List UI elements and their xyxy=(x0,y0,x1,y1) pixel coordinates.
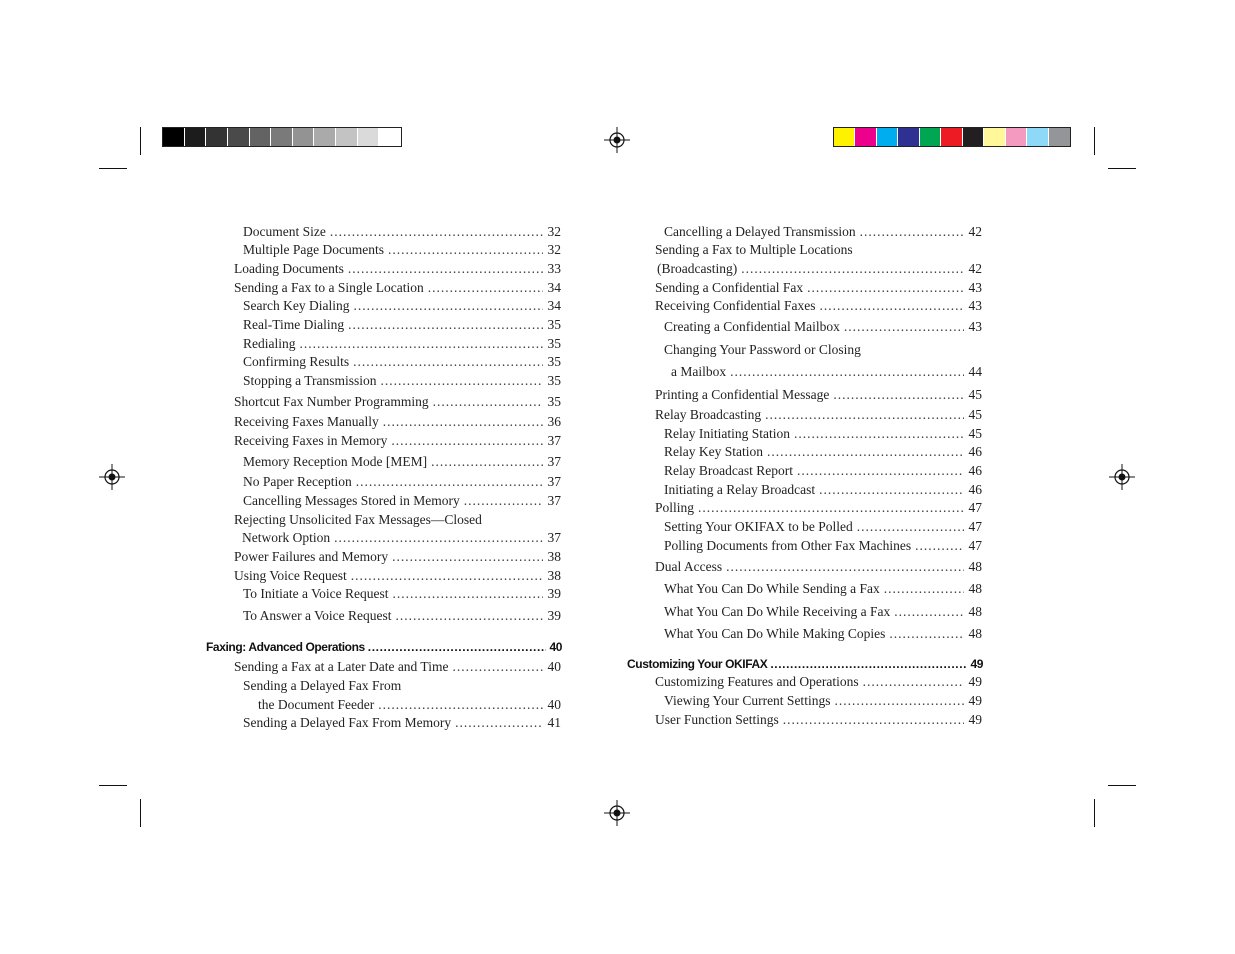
toc-entry[interactable] xyxy=(243,454,561,470)
toc-page-number: 40 xyxy=(547,659,561,674)
toc-entry[interactable] xyxy=(655,559,982,575)
process-color-bar xyxy=(833,127,1071,147)
registration-mark-bottom-icon xyxy=(604,800,630,826)
toc-entry-title: Relay Key Station xyxy=(664,444,763,459)
toc-entry[interactable] xyxy=(243,298,561,314)
toc-entry-title: the Document Feeder xyxy=(258,697,375,712)
toc-entry-title: Setting Your OKIFAX to be Polled xyxy=(664,519,853,534)
toc-entry-title: Sending a Fax to a Single Location xyxy=(234,280,424,295)
color-swatch xyxy=(834,128,855,146)
toc-entry[interactable] xyxy=(655,298,982,314)
toc-leader xyxy=(884,581,964,597)
toc-leader xyxy=(392,549,543,565)
toc-entry-title: Initiating a Relay Broadcast xyxy=(664,482,816,497)
toc-entry[interactable] xyxy=(243,715,561,731)
toc-entry-title: Receiving Faxes Manually xyxy=(234,414,379,429)
toc-entry-title: Confirming Results xyxy=(243,354,350,369)
toc-entry-title: Cancelling a Delayed Transmission xyxy=(664,224,856,239)
color-swatch xyxy=(228,128,250,146)
toc-leader xyxy=(860,224,964,240)
toc-leader xyxy=(455,715,543,731)
toc-leader xyxy=(351,568,543,584)
toc-entry-title: Document Size xyxy=(243,224,326,239)
toc-page-number: 48 xyxy=(968,626,982,641)
toc-leader xyxy=(381,373,543,389)
toc-page-number: 46 xyxy=(968,463,982,478)
toc-page-number: 35 xyxy=(547,317,561,332)
toc-page-number: 39 xyxy=(547,608,561,623)
toc-page-number: 48 xyxy=(968,604,982,619)
toc-section-title: Faxing: Advanced Operations xyxy=(206,640,365,654)
toc-entry[interactable] xyxy=(664,538,982,554)
toc-entry-title: Shortcut Fax Number Programming xyxy=(234,394,429,409)
toc-entry[interactable] xyxy=(234,261,561,277)
toc-page-number: 34 xyxy=(547,280,561,295)
toc-page-number: 37 xyxy=(547,530,561,545)
toc-leader xyxy=(300,336,544,352)
toc-page-number: 37 xyxy=(547,433,561,448)
toc-page-number: 40 xyxy=(549,640,562,654)
color-swatch xyxy=(877,128,898,146)
toc-entry[interactable] xyxy=(664,426,982,442)
toc-entry[interactable] xyxy=(664,482,982,498)
toc-leader xyxy=(770,656,967,672)
toc-entry[interactable] xyxy=(234,433,561,449)
toc-page-number: 38 xyxy=(547,549,561,564)
toc-leader xyxy=(368,639,547,655)
toc-page-number: 49 xyxy=(970,657,983,671)
toc-leader xyxy=(433,394,543,410)
color-swatch xyxy=(855,128,876,146)
toc-page-number: 45 xyxy=(968,407,982,422)
toc-leader xyxy=(698,500,964,516)
toc-leader xyxy=(428,280,543,296)
toc-entry[interactable] xyxy=(655,407,982,423)
toc-entry[interactable] xyxy=(243,586,561,602)
color-swatch xyxy=(984,128,1005,146)
toc-page-number: 35 xyxy=(547,354,561,369)
color-swatch xyxy=(1049,128,1070,146)
toc-leader xyxy=(353,354,543,370)
toc-entry[interactable] xyxy=(243,493,561,509)
toc-entry[interactable] xyxy=(243,373,561,389)
toc-page-number: 35 xyxy=(547,394,561,409)
toc-page-number: 44 xyxy=(968,364,982,379)
toc-entry-title: Redialing xyxy=(243,336,296,351)
color-swatch xyxy=(963,128,984,146)
toc-leader xyxy=(464,493,543,509)
toc-leader xyxy=(730,364,964,380)
toc-leader xyxy=(844,319,964,335)
toc-entry-title: Relay Initiating Station xyxy=(664,426,790,441)
toc-entry-title: Sending a Confidential Fax xyxy=(655,280,804,295)
toc-page-number: 42 xyxy=(968,224,982,239)
toc-leader xyxy=(915,538,964,554)
color-swatch xyxy=(293,128,315,146)
toc-entry[interactable] xyxy=(243,224,561,240)
toc-entry[interactable] xyxy=(243,242,561,258)
toc-page-number: 45 xyxy=(968,387,982,402)
toc-page-number: 36 xyxy=(547,414,561,429)
toc-entry-title: Sending a Delayed Fax From Memory xyxy=(243,715,452,730)
toc-entry-title: Creating a Confidential Mailbox xyxy=(664,319,840,334)
toc-page-number: 32 xyxy=(547,242,561,257)
toc-entry[interactable] xyxy=(243,354,561,370)
toc-entry-title: Printing a Confidential Message xyxy=(655,387,830,402)
toc-entry-title: What You Can Do While Receiving a Fax xyxy=(664,604,891,619)
toc-leader xyxy=(807,280,964,296)
toc-entry-title: What You Can Do While Making Copies xyxy=(664,626,886,641)
toc-leader xyxy=(894,604,964,620)
toc-leader xyxy=(431,454,543,470)
toc-entry[interactable] xyxy=(655,674,982,690)
toc-entry-title: Viewing Your Current Settings xyxy=(664,693,831,708)
toc-page-number: 41 xyxy=(547,715,561,730)
toc-leader xyxy=(391,433,543,449)
toc-page-number: 43 xyxy=(968,298,982,313)
toc-page-number: 49 xyxy=(968,693,982,708)
crop-mark-top-left-vertical xyxy=(140,127,141,155)
toc-leader xyxy=(819,482,964,498)
toc-entry-title: Dual Access xyxy=(655,559,723,574)
registration-mark-left-icon xyxy=(99,464,125,490)
toc-page-number: 39 xyxy=(547,586,561,601)
toc-page-number: 45 xyxy=(968,426,982,441)
toc-entry[interactable] xyxy=(242,530,561,546)
toc-entry-title: Relay Broadcasting xyxy=(655,407,762,422)
toc-entry-title: Polling xyxy=(655,500,695,515)
color-swatch xyxy=(358,128,380,146)
toc-leader xyxy=(794,426,964,442)
toc-page-number: 47 xyxy=(968,519,982,534)
crop-mark-bottom-left-horizontal xyxy=(99,785,127,786)
toc-page-number: 43 xyxy=(968,280,982,295)
color-swatch xyxy=(1006,128,1027,146)
toc-entry-title: To Initiate a Voice Request xyxy=(243,586,389,601)
color-swatch xyxy=(163,128,185,146)
toc-entry[interactable] xyxy=(657,261,982,277)
toc-leader xyxy=(783,712,964,728)
toc-leader xyxy=(383,414,543,430)
toc-entry[interactable] xyxy=(655,280,982,296)
toc-page-number: 47 xyxy=(968,538,982,553)
toc-section-heading[interactable] xyxy=(206,639,562,655)
toc-leader xyxy=(863,674,964,690)
color-swatch xyxy=(941,128,962,146)
toc-leader xyxy=(857,519,964,535)
color-swatch xyxy=(336,128,358,146)
toc-entry-title: Power Failures and Memory xyxy=(234,549,389,564)
color-swatch xyxy=(920,128,941,146)
toc-entry[interactable] xyxy=(664,519,982,535)
crop-mark-top-right-vertical xyxy=(1094,127,1095,155)
toc-entry-title: a Mailbox xyxy=(671,364,727,379)
toc-entry[interactable] xyxy=(671,364,982,380)
toc-page-number: 32 xyxy=(547,224,561,239)
toc-leader xyxy=(765,407,964,423)
toc-leader xyxy=(348,317,543,333)
toc-entry-title: Real-Time Dialing xyxy=(243,317,345,332)
toc-page-number: 34 xyxy=(547,298,561,313)
crop-mark-top-right-horizontal xyxy=(1108,168,1136,169)
toc-section-heading[interactable] xyxy=(627,656,983,672)
toc-entry[interactable] xyxy=(655,387,982,403)
color-swatch xyxy=(206,128,228,146)
toc-entry[interactable] xyxy=(234,280,561,296)
toc-leader xyxy=(353,298,543,314)
crop-mark-bottom-right-horizontal xyxy=(1108,785,1136,786)
toc-entry-title: Cancelling Messages Stored in Memory xyxy=(243,493,460,508)
crop-mark-top-left-horizontal xyxy=(99,168,127,169)
toc-entry-title: User Function Settings xyxy=(655,712,779,727)
toc-entry[interactable] xyxy=(664,224,982,240)
toc-leader xyxy=(452,659,543,675)
toc-page-number: 40 xyxy=(547,697,561,712)
toc-page-number: 48 xyxy=(968,559,982,574)
toc-entry-title: What You Can Do While Sending a Fax xyxy=(664,581,880,596)
toc-page-number: 48 xyxy=(968,581,982,596)
toc-entry[interactable] xyxy=(243,336,561,352)
toc-leader xyxy=(334,530,543,546)
registration-mark-right-icon xyxy=(1109,464,1135,490)
toc-entry-title: No Paper Reception xyxy=(243,474,352,489)
grayscale-color-bar xyxy=(162,127,402,147)
toc-entry-title: Receiving Confidential Faxes xyxy=(655,298,816,313)
toc-entry-title: Multiple Page Documents xyxy=(243,242,384,257)
toc-entry[interactable] xyxy=(234,659,561,675)
toc-page-number: 43 xyxy=(968,319,982,334)
toc-entry-title: Search Key Dialing xyxy=(243,298,350,313)
toc-entry-title-line[interactable]: Changing Your Password or Closing xyxy=(664,342,861,357)
color-swatch xyxy=(314,128,336,146)
toc-page-number: 49 xyxy=(968,712,982,727)
toc-entry[interactable] xyxy=(664,581,982,597)
toc-entry-title-line[interactable]: Sending a Delayed Fax From xyxy=(243,678,402,693)
toc-page-number: 47 xyxy=(968,500,982,515)
toc-entry-title: Polling Documents from Other Fax Machines xyxy=(664,538,912,553)
toc-leader xyxy=(767,444,964,460)
toc-entry-title: Loading Documents xyxy=(234,261,344,276)
registration-mark-top-icon xyxy=(604,127,630,153)
toc-leader xyxy=(356,474,543,490)
toc-entry[interactable] xyxy=(243,608,561,624)
toc-entry-title-line[interactable]: Rejecting Unsolicited Fax Messages—Closed xyxy=(234,512,482,527)
toc-leader xyxy=(330,224,543,240)
toc-entry-title-line[interactable]: Sending a Fax to Multiple Locations xyxy=(655,242,853,257)
toc-leader xyxy=(797,463,964,479)
toc-page-number: 37 xyxy=(547,454,561,469)
crop-mark-bottom-right-vertical xyxy=(1094,799,1095,827)
toc-entry[interactable] xyxy=(664,693,982,709)
toc-page-number: 38 xyxy=(547,568,561,583)
toc-entry-title: Sending a Fax at a Later Date and Time xyxy=(234,659,449,674)
toc-entry[interactable] xyxy=(664,604,982,620)
toc-entry-title: Receiving Faxes in Memory xyxy=(234,433,388,448)
color-swatch xyxy=(271,128,293,146)
toc-leader xyxy=(834,693,964,709)
toc-leader xyxy=(819,298,964,314)
toc-entry[interactable] xyxy=(234,414,561,430)
toc-entry[interactable] xyxy=(234,568,561,584)
toc-page-number: 46 xyxy=(968,444,982,459)
toc-entry[interactable] xyxy=(243,474,561,490)
toc-entry[interactable] xyxy=(655,712,982,728)
toc-leader xyxy=(726,559,964,575)
toc-entry-title: Relay Broadcast Report xyxy=(664,463,793,478)
toc-leader xyxy=(833,387,964,403)
toc-entry-title: To Answer a Voice Request xyxy=(243,608,392,623)
toc-leader xyxy=(388,242,543,258)
crop-mark-bottom-left-vertical xyxy=(140,799,141,827)
toc-entry[interactable] xyxy=(664,463,982,479)
toc-page-number: 46 xyxy=(968,482,982,497)
toc-entry[interactable] xyxy=(655,500,982,516)
toc-entry-title: Memory Reception Mode [MEM] xyxy=(243,454,428,469)
color-swatch xyxy=(379,128,401,146)
toc-page-number: 37 xyxy=(547,493,561,508)
toc-entry-title: Using Voice Request xyxy=(234,568,347,583)
color-swatch xyxy=(185,128,207,146)
toc-leader xyxy=(393,586,543,602)
color-swatch xyxy=(898,128,919,146)
toc-page-number: 49 xyxy=(968,674,982,689)
toc-entry[interactable] xyxy=(664,444,982,460)
toc-leader xyxy=(889,626,964,642)
toc-page-number: 35 xyxy=(547,373,561,388)
toc-entry[interactable] xyxy=(258,697,561,713)
toc-entry-title: Customizing Features and Operations xyxy=(655,674,859,689)
toc-leader xyxy=(396,608,543,624)
toc-leader xyxy=(741,261,964,277)
toc-page-number: 33 xyxy=(547,261,561,276)
toc-entry[interactable] xyxy=(234,549,561,565)
toc-entry[interactable] xyxy=(234,394,561,410)
toc-entry[interactable] xyxy=(664,319,982,335)
toc-entry-title: Network Option xyxy=(242,530,331,545)
toc-entry-title: (Broadcasting) xyxy=(657,261,738,276)
toc-leader xyxy=(378,697,543,713)
toc-entry-title: Stopping a Transmission xyxy=(243,373,377,388)
toc-page-number: 37 xyxy=(547,474,561,489)
toc-entry[interactable] xyxy=(243,317,561,333)
toc-leader xyxy=(348,261,543,277)
toc-section-title: Customizing Your OKIFAX xyxy=(627,657,768,671)
toc-page-number: 42 xyxy=(968,261,982,276)
color-swatch xyxy=(250,128,272,146)
toc-page-number: 35 xyxy=(547,336,561,351)
toc-entry[interactable] xyxy=(664,626,982,642)
color-swatch xyxy=(1027,128,1048,146)
